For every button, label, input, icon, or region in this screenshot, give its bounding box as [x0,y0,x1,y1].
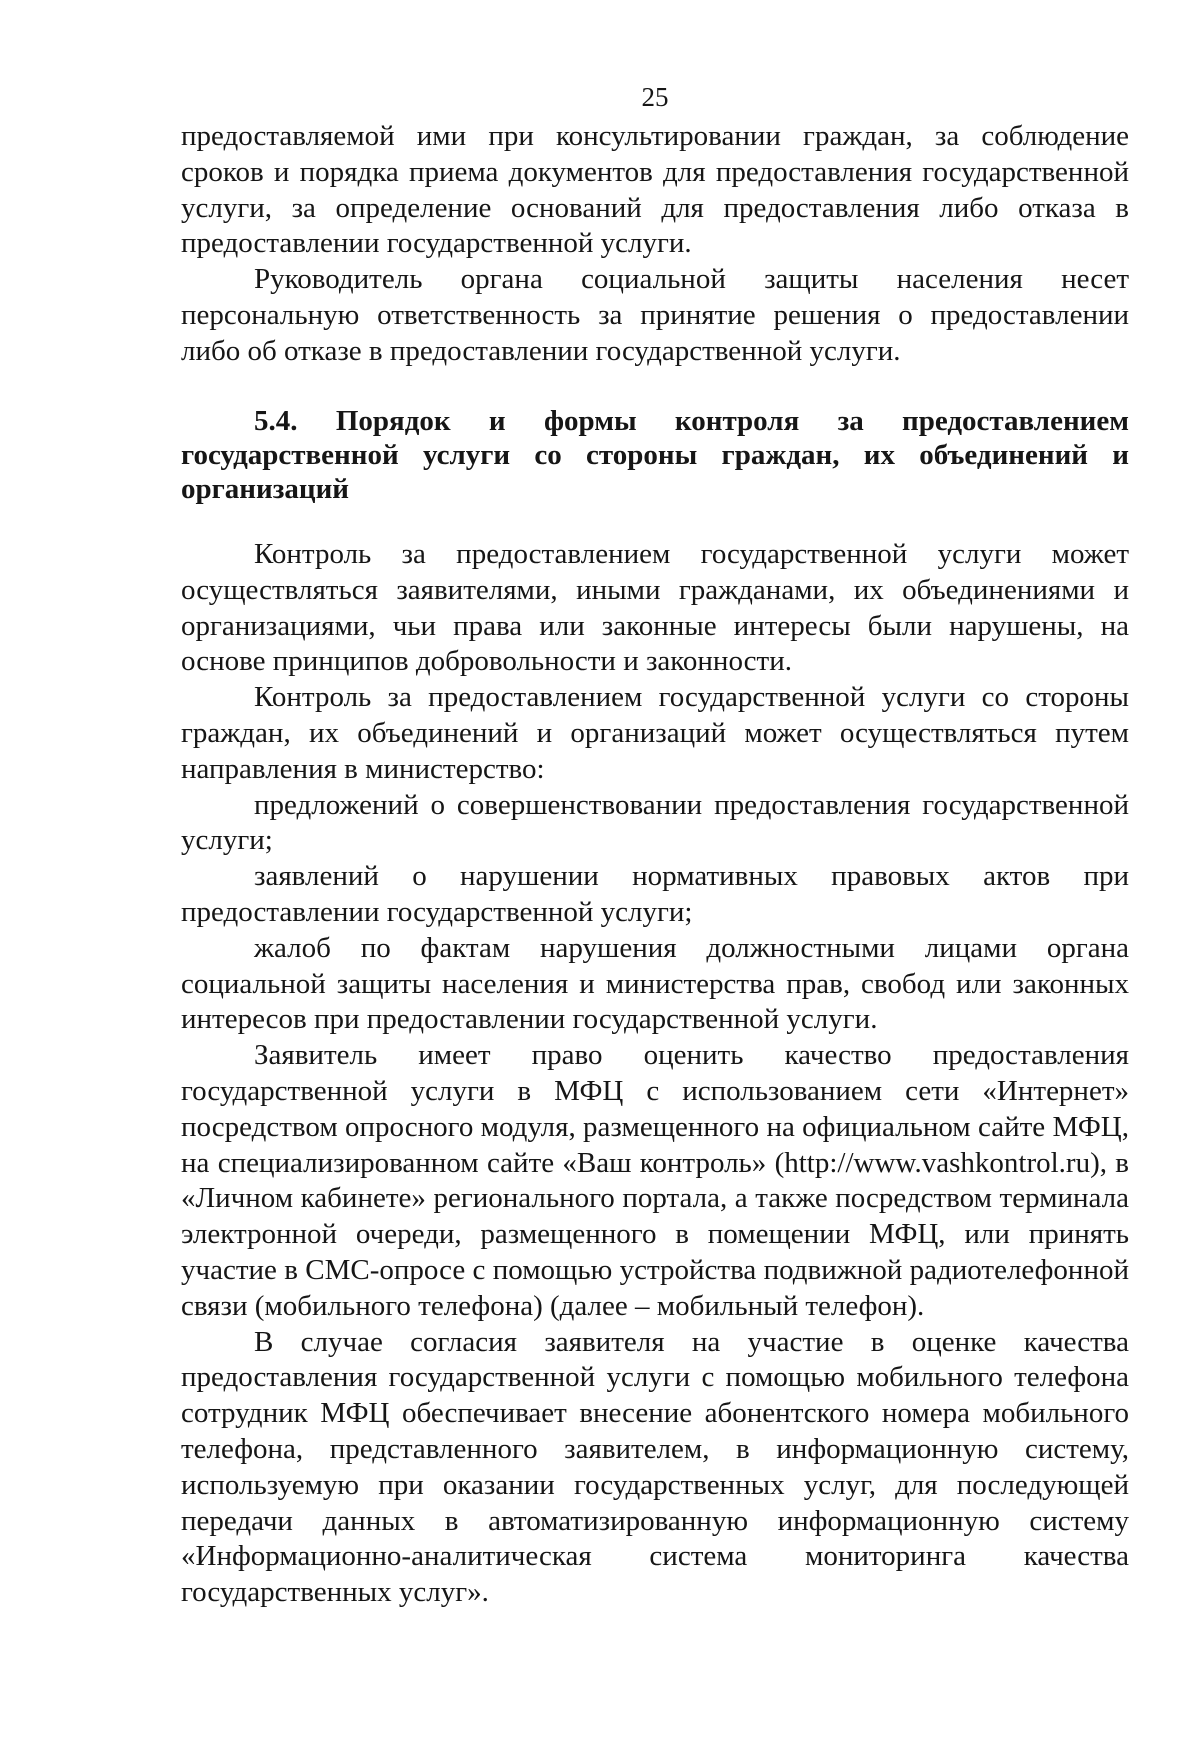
list-item-complaints: жалоб по фактам нарушения должностными лицами органа социальной защиты населения и министерства прав, свобод или законных интересов при предоставлении государственной услуги. [181,931,1129,1036]
paragraph-control-citizens: Контроль за предоставлением государственной услуги со стороны граждан, их объединений и организаций может осуществляться путем направления в министерство: [181,681,1129,785]
page-number: 25 [641,82,669,112]
paragraph-quality-assessment: Заявитель имеет право оценить качество предоставления государственной услуги в МФЦ с использованием сети «Интернет» посредством опросного модуля, размещенного на официальном сайте МФЦ, на специализированном сайте «Ваш контроль» (http://www.vashkontrol.ru), в «Личном кабинете» регионального портала, а также посредством терминала электронной очереди, размещенного в помещении МФЦ, или принять участие в СМС-опросе с помощью устройства подвижной радиотелефонной связи (мобильного телефона) (далее – мобильный телефон). [181,1039,1129,1322]
text-block-top [181,119,1129,370]
section-heading: 5.4. Порядок и формы контроля за предоставлением государственной услуги со стороны граждан, их объединений и организаций [181,405,1129,505]
text-block-main [181,537,1129,1611]
section-heading-block [181,404,1129,506]
list-item-statements: заявлений о нарушении нормативных правовых актов при предоставлении государственной услуги; [181,860,1129,928]
paragraph-mobile-consent: В случае согласия заявителя на участие в оценке качества предоставления государственной услуги с помощью мобильного телефона сотрудник МФЦ обеспечивает внесение абонентского номера мобильного телефона, представленного заявителем, в информационную систему, используемую при оказании государственных услуг, для последующей передачи данных в автоматизированную информационную систему «Информационно-аналитическая система мониторинга качества государственных услуг». [181,1325,1129,1609]
continuation-paragraph: предоставляемой ими при консультировании граждан, за соблюдение сроков и порядка приема документов для предоставления государственной услуги, за определение оснований для предоставления либо отказа в предоставлении государственной услуги. [181,120,1129,260]
paragraph-control-general: Контроль за предоставлением государственной услуги может осуществляться заявителями, иными гражданами, их объединениями и организациями, чьи права или законные интересы были нарушены, на основе принципов добровольности и законности. [181,538,1129,678]
responsibility-paragraph: Руководитель органа социальной защиты населения несет персональную ответственность за принятие решения о предоставлении либо об отказе в предоставлении государственной услуги. [181,263,1129,367]
list-item-proposals: предложений о совершенствовании предоставления государственной услуги; [181,788,1129,857]
